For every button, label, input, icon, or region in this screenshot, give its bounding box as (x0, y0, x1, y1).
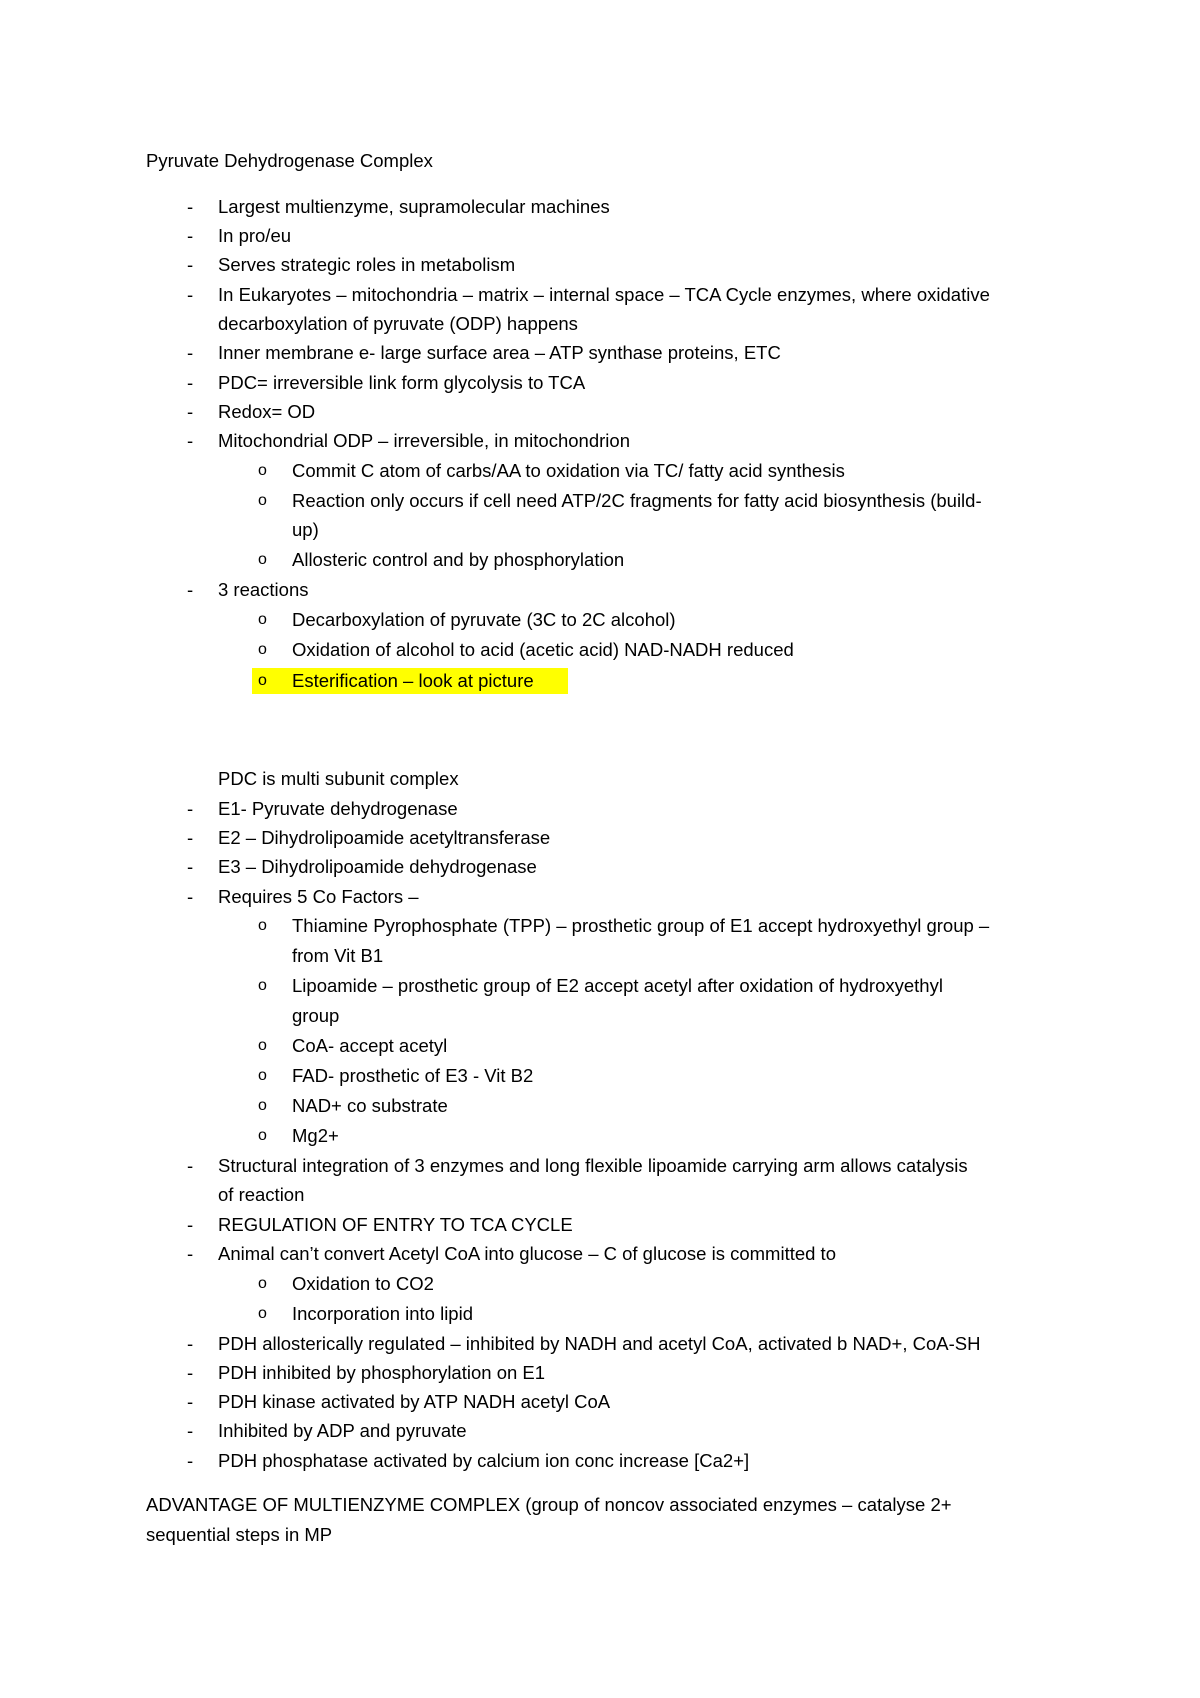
circle-bullet-icon: o (258, 551, 267, 568)
dash-bullet: - (187, 1420, 194, 1441)
dash-bullet: - (187, 827, 194, 848)
circle-bullet-icon: o (258, 462, 267, 479)
circle-bullet-icon: o (258, 917, 267, 934)
section-heading: PDC is multi subunit complex (218, 768, 459, 789)
dash-bullet: - (187, 1214, 194, 1235)
dash-bullet: - (187, 856, 194, 877)
circle-bullet-icon: o (258, 1305, 267, 1322)
circle-bullet-icon: o (258, 1127, 267, 1144)
page-title: Pyruvate Dehydrogenase Complex (146, 150, 433, 171)
circle-bullet-icon: o (258, 977, 267, 994)
document-page: Pyruvate Dehydrogenase Complex - Largest multienzyme, supramolecular machines - In pro/eu - Serves strategic roles in metabolism - In Eukaryotes – mitochondria – matrix – internal space – TCA Cycle enzymes, where oxidative decarboxylation of pyruvate (ODP) happens - Inner membrane e- large surface area – ATP synthase proteins, ETC - PDC= irreversible link form glycolysis to TCA - Redox= OD - Mitochondrial ODP – irreversible, in mitochondrion o Commit C atom of carbs/AA to oxidation via TC/ fatty acid synthesis o Reaction only occurs if cell need ATP/2C fragments for fatty acid biosynthesis (build- up) o Allosteric control and by phosphorylation - 3 reactions o Decarboxylation of pyruvate (3C to 2C alcohol) o Oxidation of alcohol to acid (acetic acid) NAD-NADH reduced o Esterification – look at picture PDC is multi subunit complex - E1- Pyruvate dehydrogenase - E2 – Dihydrolipoamide acetyltransferase - E3 – Dihydrolipoamide dehydrogenase - Requires 5 Co Factors – o Thiamine Pyrophosphate (TPP) – prosthetic group of E1 accept hydroxyethyl group – from Vit B1 o Lipoamide – prosthetic group of E2 accept acetyl after oxidation of hydroxyethyl group o CoA- accept acetyl o FAD- prosthetic of E3 - Vit B2 o NAD+ co substrate o Mg2+ - Structural integration of 3 enzymes and long flexible lipoamide carrying arm allows catalysis of reaction - REGULATION OF ENTRY TO TCA CYCLE - Animal can’t convert Acetyl CoA into glucose – C of glucose is committed to o Oxidation to CO2 o Incorporation into lipid - PDH allosterically regulated – inhibited by NADH and acetyl CoA, activated b NAD+, CoA-SH - PDH inhibited by phosphorylation on E1 - PDH kinase activated by ATP NADH acetyl CoA - Inhibited by ADP and pyruvate - PDH phosphatase activated by calcium ion conc increase [Ca2+] ADVANTAGE OF MULTIENZYME COMPLEX (group of noncov associated enzymes – catalyse 2+ sequential steps in MP (0, 0, 1200, 1698)
circle-bullet-icon: o (258, 1097, 267, 1114)
dash-bullet: - (187, 430, 194, 451)
dash-bullet: - (187, 254, 194, 275)
footer-paragraph-line: ADVANTAGE OF MULTIENZYME COMPLEX (group of noncov associated enzymes – catalyse 2+ (146, 1494, 952, 1515)
dash-bullet: - (187, 1333, 194, 1354)
dash-bullet: - (187, 196, 194, 217)
dash-bullet: - (187, 886, 194, 907)
dash-bullet: - (187, 1362, 194, 1383)
dash-bullet: - (187, 1155, 194, 1176)
footer-paragraph-line: sequential steps in MP (146, 1524, 333, 1545)
dash-bullet: - (187, 579, 194, 600)
circle-bullet-icon: o (258, 672, 267, 689)
circle-bullet-icon: o (258, 1037, 267, 1054)
circle-bullet-icon: o (258, 492, 267, 509)
circle-bullet-icon: o (258, 1275, 267, 1292)
dash-bullet: - (187, 1391, 194, 1412)
dash-bullet: - (187, 225, 194, 246)
dash-bullet: - (187, 372, 194, 393)
circle-bullet-icon: o (258, 641, 267, 658)
dash-bullet: - (187, 284, 194, 305)
dash-bullet: - (187, 401, 194, 422)
dash-bullet: - (187, 798, 194, 819)
dash-bullet: - (187, 342, 194, 363)
circle-bullet-icon: o (258, 611, 267, 628)
dash-bullet: - (187, 1243, 194, 1264)
dash-bullet: - (187, 1450, 194, 1471)
circle-bullet-icon: o (258, 1067, 267, 1084)
